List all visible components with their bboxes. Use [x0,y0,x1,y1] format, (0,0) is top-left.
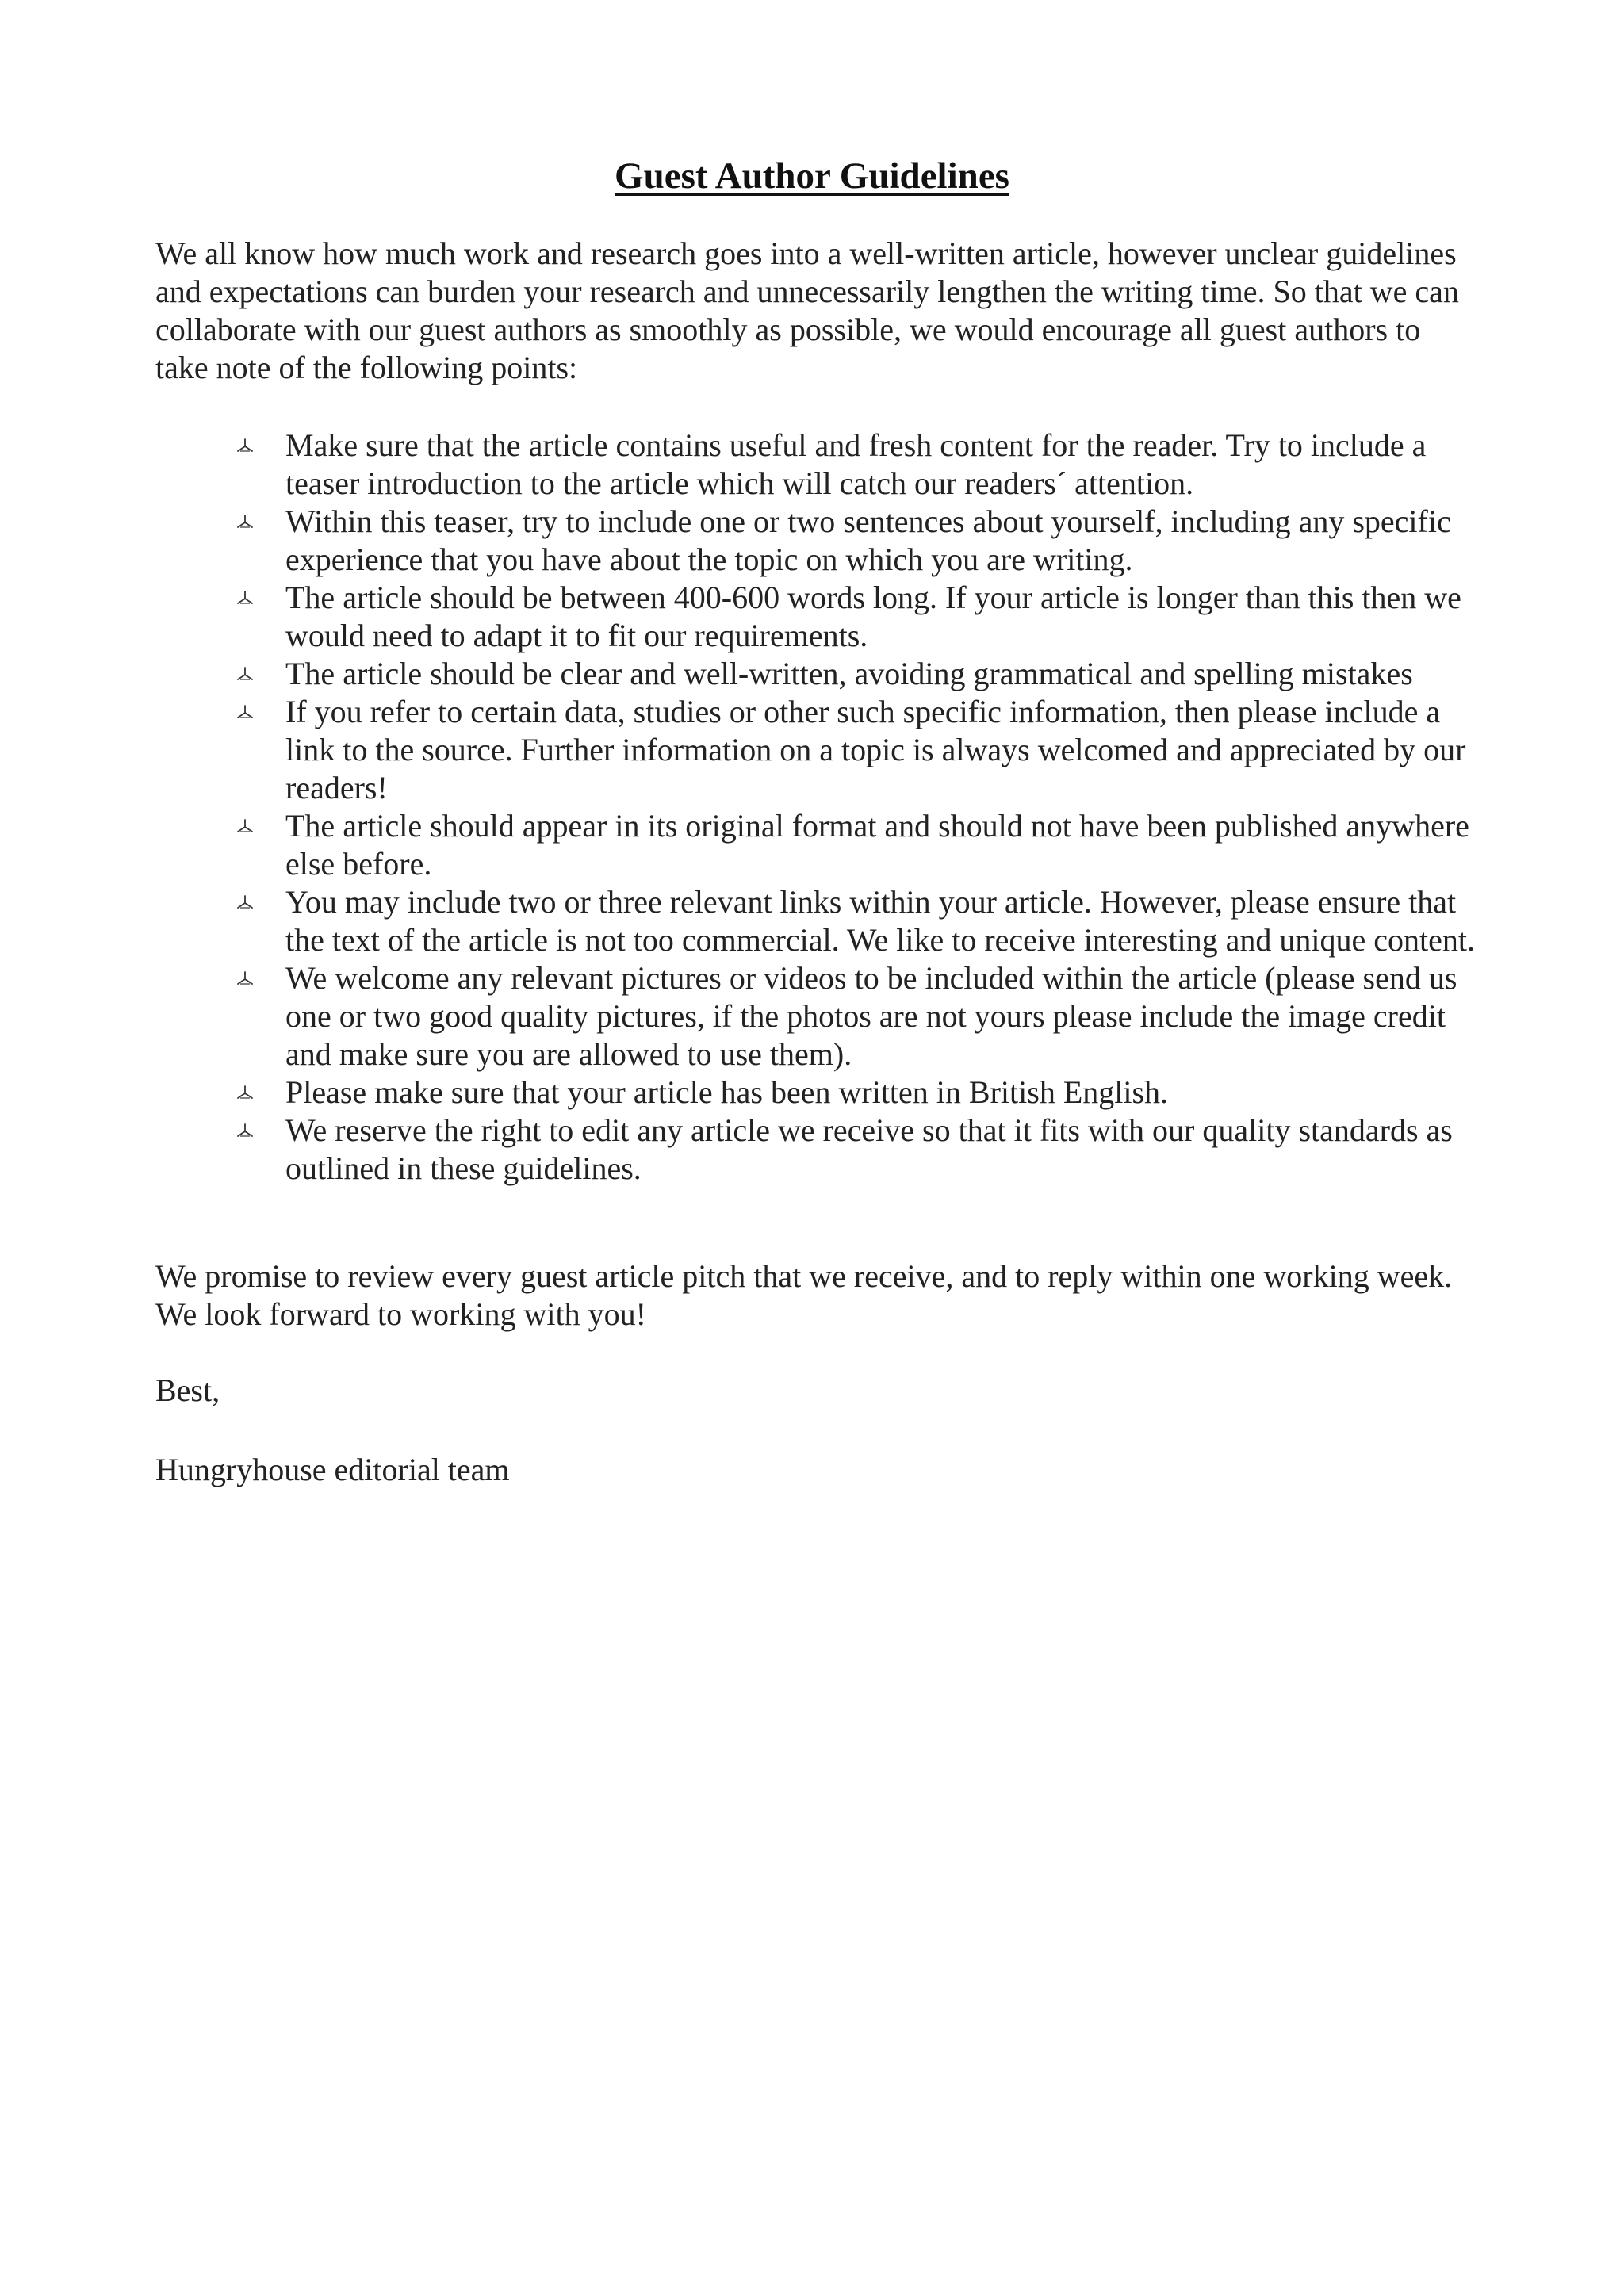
list-item [236,883,1489,959]
list-item-text: The article should appear in its original format and should not have been published anywhere else before. [285,808,1469,882]
signoff-text: Best, [155,1372,220,1408]
three-pointed-star-icon [236,1123,254,1138]
list-item-text: The article should be clear and well-written, avoiding grammatical and spelling mistakes [285,656,1413,691]
list-item [236,427,1489,503]
list-item [236,1073,1489,1112]
list-item [236,959,1489,1073]
three-pointed-star-icon [236,895,254,909]
list-item-text: Please make sure that your article has been written in British English. [285,1074,1169,1110]
page-title: Guest Author Guidelines [615,155,1009,197]
list-item [236,1112,1489,1188]
list-item [236,693,1489,807]
list-item-text: We welcome any relevant pictures or videos to be included within the article (please send us one or two good quality pictures, if the photos are not yours please include the image credit and make sure you are allowed to use them). [285,960,1457,1072]
list-item-text: Within this teaser, try to include one or two sentences about yourself, including any specific experience that you have about the topic on which you are writing. [285,503,1451,577]
list-item-text: The article should be between 400-600 words long. If your article is longer than this then we would need to adapt it to fit our requirements. [285,580,1461,653]
list-item-text: You may include two or three relevant links within your article. However, please ensure that the text of the article is not too commercial. We like to receive interesting and unique content. [285,884,1475,958]
three-pointed-star-icon [236,705,254,719]
list-item-text: If you refer to certain data, studies or other such specific information, then please include a link to the source. Further information on a topic is always welcomed and appreciated by our readers! [285,694,1466,806]
list-item-text: We reserve the right to edit any article we receive so that it fits with our quality standards as outlined in these guidelines. [285,1112,1453,1186]
three-pointed-star-icon [236,819,254,833]
list-item [236,655,1489,693]
three-pointed-star-icon [236,591,254,605]
three-pointed-star-icon [236,971,254,985]
three-pointed-star-icon [236,1085,254,1100]
signature-text: Hungryhouse editorial team [155,1452,510,1487]
list-item-text: Make sure that the article contains useful and fresh content for the reader. Try to include a teaser introduction to the article which will catch our readers´ attention. [285,427,1427,501]
list-item [236,579,1489,655]
closing-paragraph: We promise to review every guest article pitch that we receive, and to reply within one working week. We look forward to working with you! [155,1258,1453,1332]
three-pointed-star-icon [236,667,254,681]
list-item [236,807,1489,883]
guidelines-list [236,427,1489,1188]
intro-paragraph: We all know how much work and research goes into a well-written article, however unclear guidelines and expectations can burden your research and unnecessarily lengthen the writing time. So that we can collaborate with our guest authors as smoothly as possible, we would encourage all guest authors to take note of the following points: [155,235,1459,385]
three-pointed-star-icon [236,515,254,529]
three-pointed-star-icon [236,438,254,453]
list-item [236,503,1489,579]
